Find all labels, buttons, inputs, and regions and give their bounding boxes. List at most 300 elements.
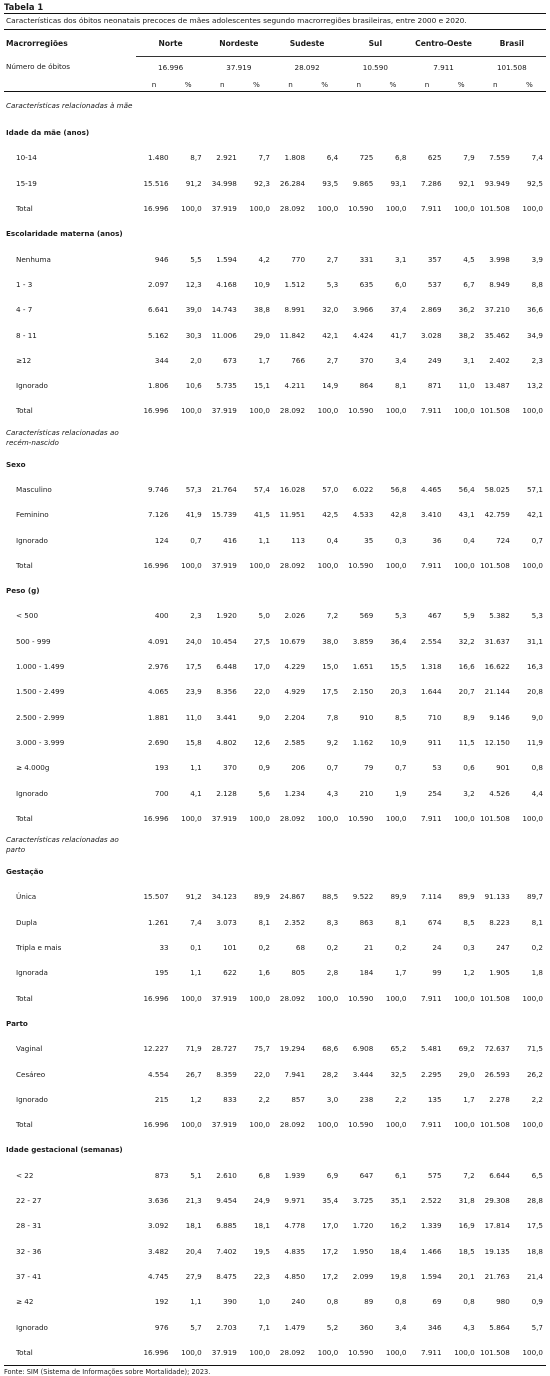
empty-cell: [240, 452, 273, 477]
percent-cell: 35,4: [322, 1196, 339, 1206]
row-label: 500 - 999: [16, 636, 51, 646]
table-row: [4, 780, 546, 805]
count-cell: 673: [223, 355, 237, 365]
empty-cell: [205, 1137, 240, 1162]
deaths-label: Número de óbitos: [6, 62, 71, 72]
group-title: Idade gestacional (semanas): [6, 1145, 123, 1155]
group-title: Parto: [6, 1018, 28, 1028]
percent-cell: 100,0: [249, 560, 270, 570]
table-row: [4, 629, 546, 654]
section-title: Características relacionadas à mãe: [6, 101, 133, 110]
percent-cell: 89,9: [253, 892, 270, 902]
count-cell: 69: [432, 1297, 442, 1307]
count-cell: 1.806: [148, 381, 169, 391]
count-cell: 635: [359, 279, 374, 289]
empty-cell: [513, 120, 546, 145]
count-cell: 416: [223, 535, 237, 545]
row-label: 8 - 11: [16, 330, 37, 340]
percent-cell: 42,1: [322, 330, 339, 340]
count-cell: 9.865: [352, 178, 374, 188]
count-cell: 11.951: [279, 510, 306, 520]
count-cell: 357: [427, 254, 442, 264]
percent-cell: 20,8: [526, 687, 543, 697]
empty-cell: [341, 424, 376, 452]
empty-cell: [172, 92, 205, 121]
row-label: 1.500 - 2.499: [16, 687, 65, 697]
empty-cell: [445, 452, 478, 477]
count-cell: 2.610: [216, 1170, 237, 1180]
count-cell: 34.123: [211, 892, 237, 902]
percent-cell: 22,0: [253, 1069, 270, 1079]
empty-cell: [513, 859, 546, 884]
count-cell: 28.092: [279, 813, 306, 823]
table-row: [4, 603, 546, 628]
total-row: [4, 398, 546, 423]
percent-cell: 18,1: [185, 1221, 202, 1231]
count-cell: 2.026: [284, 611, 306, 621]
percent-cell: 24,9: [253, 1196, 270, 1206]
percent-cell: 18,5: [458, 1246, 475, 1256]
percent-cell: 3,1: [395, 254, 407, 264]
count-cell: 3.073: [216, 917, 237, 927]
percent-cell: 3,0: [326, 1094, 339, 1104]
count-cell: 833: [223, 1094, 237, 1104]
count-cell: 26.593: [484, 1069, 510, 1079]
row-label: Ignorado: [16, 788, 48, 798]
header-region: Brasil: [499, 38, 525, 48]
percent-cell: 89,7: [526, 892, 543, 902]
count-cell: 6.885: [216, 1221, 237, 1231]
count-cell: 873: [154, 1170, 169, 1180]
count-cell: 3.636: [148, 1196, 169, 1206]
percent-cell: 5,3: [531, 611, 543, 621]
empty-cell: [205, 578, 240, 603]
row-label: 4 - 7: [16, 305, 33, 315]
empty-cell: [445, 578, 478, 603]
percent-cell: 93,5: [322, 178, 339, 188]
count-cell: 7.911: [421, 406, 442, 416]
count-cell: 13.487: [484, 381, 510, 391]
percent-cell: 100,0: [454, 204, 475, 214]
empty-cell: [513, 578, 546, 603]
count-cell: 700: [154, 788, 169, 798]
percent-cell: 5,6: [258, 788, 270, 798]
count-cell: 93.949: [484, 178, 510, 188]
percent-cell: 38,8: [253, 305, 270, 315]
percent-cell: 43,1: [458, 510, 475, 520]
unit-n: n: [478, 77, 513, 92]
count-cell: 2.352: [284, 917, 306, 927]
document: [4, 0, 546, 1376]
count-cell: 21.764: [211, 485, 237, 494]
count-cell: 26.284: [279, 178, 306, 188]
group-row: [4, 221, 546, 246]
count-cell: 6.641: [148, 305, 169, 315]
count-cell: 2.402: [489, 355, 510, 365]
table-row: [4, 755, 546, 780]
count-cell: 370: [223, 763, 237, 773]
empty-cell: [376, 221, 409, 246]
table-row: [4, 1264, 546, 1289]
percent-cell: 6,9: [326, 1170, 339, 1180]
empty-cell: [205, 424, 240, 452]
empty-cell: [136, 221, 171, 246]
row-label: Masculino: [16, 485, 52, 494]
empty-cell: [172, 120, 205, 145]
percent-cell: 8,5: [463, 917, 475, 927]
total-row: [4, 1340, 546, 1366]
percent-cell: 92,1: [458, 178, 475, 188]
count-cell: 2.921: [216, 153, 237, 163]
empty-cell: [308, 1137, 341, 1162]
percent-cell: 37,4: [390, 305, 407, 315]
group-row: [4, 452, 546, 477]
header-region: Nordeste: [219, 38, 259, 48]
count-cell: 9.746: [148, 485, 169, 494]
empty-cell: [136, 859, 171, 884]
header-first-col: Macrorregiões: [6, 38, 68, 48]
count-cell: 1.162: [352, 737, 374, 747]
count-cell: 195: [154, 968, 169, 978]
empty-cell: [273, 120, 308, 145]
unit-n: n: [341, 77, 376, 92]
empty-cell: [172, 859, 205, 884]
percent-cell: 100,0: [172, 1340, 205, 1366]
empty-cell: [376, 831, 409, 859]
percent-cell: 100,0: [317, 406, 339, 416]
count-cell: 28.092: [279, 560, 306, 570]
empty-cell: [205, 120, 240, 145]
count-cell: 1.651: [352, 662, 374, 672]
percent-cell: 8,5: [395, 712, 407, 722]
count-cell: 37.919: [211, 204, 237, 214]
percent-cell: 20,4: [185, 1246, 202, 1256]
empty-cell: [273, 831, 308, 859]
empty-cell: [240, 120, 273, 145]
percent-cell: 0,8: [395, 1297, 407, 1307]
empty-cell: [513, 424, 546, 452]
count-cell: 135: [427, 1094, 442, 1104]
count-cell: 2.554: [421, 636, 442, 646]
group-row: [4, 578, 546, 603]
empty-cell: [409, 1137, 444, 1162]
row-label: Total: [16, 406, 33, 416]
table-row: [4, 1188, 546, 1213]
empty-cell: [136, 424, 171, 452]
row-label: Total: [4, 1340, 136, 1366]
empty-cell: [240, 1011, 273, 1036]
deaths-count: 28.092: [273, 57, 341, 78]
count-cell: 21: [364, 943, 374, 953]
count-cell: 5.382: [489, 611, 510, 621]
empty-cell: [136, 578, 171, 603]
count-cell: 569: [359, 611, 374, 621]
count-cell: 625: [427, 153, 442, 163]
count-cell: 4.745: [148, 1271, 169, 1281]
empty-cell: [409, 859, 444, 884]
count-cell: 28.727: [211, 1044, 237, 1054]
count-cell: 210: [359, 788, 374, 798]
count-cell: 3.444: [352, 1069, 374, 1079]
empty-cell: [445, 221, 478, 246]
unit-percent: %: [240, 77, 273, 92]
empty-cell: [478, 120, 513, 145]
count-cell: 17.814: [484, 1221, 510, 1231]
percent-cell: 42,5: [322, 510, 339, 520]
percent-cell: 0,2: [326, 943, 339, 953]
percent-cell: 56,4: [458, 485, 475, 494]
empty-cell: [445, 831, 478, 859]
count-cell: 6.448: [216, 662, 237, 672]
count-cell: 1.479: [284, 1322, 306, 1332]
count-cell: 805: [291, 968, 306, 978]
percent-cell: 0,1: [190, 943, 202, 953]
percent-cell: 14,9: [322, 381, 339, 391]
count-cell: 4.465: [421, 485, 442, 494]
count-cell: 4.424: [352, 330, 374, 340]
percent-cell: 100,0: [522, 560, 543, 570]
data-table: [4, 30, 546, 1366]
table-row: [4, 705, 546, 730]
deaths-count: 101.508: [478, 57, 546, 78]
empty-cell: [513, 1137, 546, 1162]
percent-cell: 1,1: [190, 968, 202, 978]
percent-cell: 56,8: [390, 485, 407, 494]
group-title: Sexo: [6, 459, 26, 469]
row-label: Total: [16, 1120, 33, 1130]
unit-percent: %: [308, 77, 341, 92]
count-cell: 37.919: [211, 993, 237, 1003]
percent-cell: 17,5: [322, 687, 339, 697]
count-cell: 346: [427, 1322, 442, 1332]
percent-cell: 20,1: [458, 1271, 475, 1281]
count-cell: 622: [223, 968, 237, 978]
count-cell: 370: [359, 355, 374, 365]
percent-cell: 17,2: [322, 1271, 339, 1281]
count-cell: 4.929: [284, 687, 306, 697]
section-row: [4, 424, 546, 452]
count-cell: 4.229: [284, 662, 306, 672]
count-cell: 857: [291, 1094, 306, 1104]
percent-cell: 0,2: [531, 943, 543, 953]
count-cell: 91.133: [484, 892, 510, 902]
count-cell: 16.996: [143, 204, 169, 214]
count-cell: 10.590: [348, 406, 374, 416]
count-cell: 537: [427, 279, 442, 289]
percent-cell: 36,2: [458, 305, 475, 315]
row-label: Total: [16, 813, 33, 823]
percent-cell: 0,3: [395, 535, 407, 545]
percent-cell: 100,0: [454, 813, 475, 823]
percent-cell: 57,3: [185, 485, 202, 494]
empty-cell: [240, 578, 273, 603]
percent-cell: 100,0: [181, 560, 202, 570]
percent-cell: 1,9: [395, 788, 407, 798]
percent-cell: 1,8: [531, 968, 543, 978]
table-row: [4, 654, 546, 679]
count-cell: 647: [359, 1170, 374, 1180]
empty-cell: [376, 859, 409, 884]
count-cell: 8.356: [216, 687, 237, 697]
percent-cell: 41,5: [253, 510, 270, 520]
percent-cell: 0,2: [258, 943, 270, 953]
percent-cell: 5,2: [326, 1322, 339, 1332]
percent-cell: 100,0: [445, 1340, 478, 1366]
percent-cell: 16,9: [458, 1221, 475, 1231]
empty-cell: [513, 92, 546, 121]
percent-cell: 93,1: [390, 178, 407, 188]
table-row: [4, 272, 546, 297]
row-label: 1 - 3: [16, 279, 33, 289]
empty-cell: [308, 92, 341, 121]
percent-cell: 9,0: [531, 712, 543, 722]
count-cell: 4.850: [284, 1271, 306, 1281]
count-cell: 53: [432, 763, 442, 773]
empty-cell: [341, 221, 376, 246]
empty-cell: [308, 424, 341, 452]
empty-cell: [205, 221, 240, 246]
empty-cell: [341, 120, 376, 145]
empty-cell: [409, 452, 444, 477]
count-cell: 2.690: [148, 737, 169, 747]
percent-cell: 4,4: [531, 788, 543, 798]
table-row: [4, 477, 546, 502]
percent-cell: 100,0: [454, 993, 475, 1003]
percent-cell: 7,2: [326, 611, 339, 621]
count-cell: 8.949: [489, 279, 510, 289]
percent-cell: 57,4: [253, 485, 270, 494]
percent-cell: 2,3: [531, 355, 543, 365]
deaths-count: 37.919: [205, 57, 273, 78]
percent-cell: 1,7: [395, 968, 407, 978]
percent-cell: 100,0: [454, 1120, 475, 1130]
percent-cell: 17,0: [322, 1221, 339, 1231]
percent-cell: 6,8: [258, 1170, 270, 1180]
empty-cell: [409, 92, 444, 121]
section-title: Características relacionadas ao recém-nascido: [6, 427, 119, 447]
empty-cell: [513, 1011, 546, 1036]
percent-cell: 100,0: [454, 560, 475, 570]
row-label: Ignorado: [16, 1322, 48, 1332]
count-cell: 101.508: [480, 406, 510, 416]
count-cell: 8.475: [216, 1271, 237, 1281]
count-cell: 3.998: [489, 254, 510, 264]
percent-cell: 3,2: [463, 788, 475, 798]
percent-cell: 5,5: [190, 254, 202, 264]
percent-cell: 89,9: [458, 892, 475, 902]
percent-cell: 68,6: [322, 1044, 339, 1054]
percent-cell: 32,0: [322, 305, 339, 315]
count-cell: 16.622: [484, 662, 510, 672]
count-cell: 28.092: [279, 406, 306, 416]
count-cell: 16.996: [143, 993, 169, 1003]
percent-cell: 100,0: [385, 406, 407, 416]
percent-cell: 5,1: [190, 1170, 202, 1180]
empty-cell: [205, 831, 240, 859]
row-label: 28 - 31: [16, 1221, 42, 1231]
count-cell: 4.554: [148, 1069, 169, 1079]
percent-cell: 29,0: [253, 330, 270, 340]
count-cell: 42.759: [484, 510, 510, 520]
count-cell: 5.162: [148, 330, 169, 340]
count-cell: 1.318: [421, 662, 442, 672]
percent-cell: 27,5: [253, 636, 270, 646]
row-label: 1.000 - 1.499: [16, 662, 65, 672]
percent-cell: 5,9: [463, 611, 475, 621]
percent-cell: 11,9: [526, 737, 543, 747]
count-cell: 2.295: [421, 1069, 442, 1079]
percent-cell: 0,8: [463, 1297, 475, 1307]
empty-cell: [445, 92, 478, 121]
empty-cell: [376, 1011, 409, 1036]
count-cell: 5.481: [421, 1044, 442, 1054]
empty-cell: [478, 859, 513, 884]
percent-cell: 29,0: [458, 1069, 475, 1079]
empty-cell: [308, 831, 341, 859]
percent-cell: 8,1: [395, 917, 407, 927]
count-cell: 28.092: [279, 993, 306, 1003]
percent-cell: 100,0: [385, 204, 407, 214]
empty-cell: [376, 424, 409, 452]
count-cell: 6.022: [352, 485, 374, 494]
count-cell: 8.223: [489, 917, 510, 927]
row-label: Tripla e mais: [16, 943, 62, 953]
count-cell: 7.911: [421, 813, 442, 823]
group-row: [4, 1137, 546, 1162]
percent-cell: 30,3: [185, 330, 202, 340]
table-row: [4, 502, 546, 527]
count-cell: 101.508: [480, 560, 510, 570]
count-cell: 10.454: [211, 636, 237, 646]
table-row: [4, 935, 546, 960]
percent-cell: 71,5: [526, 1044, 543, 1054]
percent-cell: 36,6: [526, 305, 543, 315]
count-cell: 37.919: [211, 560, 237, 570]
table-row: [4, 1036, 546, 1061]
row-label: Total: [16, 204, 33, 214]
empty-cell: [341, 1011, 376, 1036]
count-cell: 36: [432, 535, 442, 545]
percent-cell: 21,3: [185, 1196, 202, 1206]
percent-cell: 32,2: [458, 636, 475, 646]
count-cell: 7.911: [421, 993, 442, 1003]
count-cell: 79: [364, 763, 374, 773]
count-cell: 1.261: [148, 917, 169, 927]
row-label: ≥ 4.000g: [16, 763, 50, 773]
count-cell: 12.150: [484, 737, 510, 747]
count-cell: 7.941: [284, 1069, 306, 1079]
count-cell: 193: [154, 763, 169, 773]
empty-cell: [478, 221, 513, 246]
total-row: [4, 1112, 546, 1137]
percent-cell: 1,7: [463, 1094, 475, 1104]
empty-cell: [240, 424, 273, 452]
empty-cell: [376, 578, 409, 603]
header-region: Sudeste: [289, 38, 325, 48]
empty-cell: [136, 452, 171, 477]
percent-cell: 4,2: [258, 254, 270, 264]
count-cell: 1.939: [284, 1170, 306, 1180]
empty-cell: [376, 92, 409, 121]
count-cell: 2.522: [421, 1196, 442, 1206]
percent-cell: 5,7: [190, 1322, 202, 1332]
count-cell: 766: [291, 355, 306, 365]
count-cell: 7.559: [489, 153, 510, 163]
count-cell: 9.146: [489, 712, 510, 722]
count-cell: 390: [223, 1297, 237, 1307]
unit-percent: %: [172, 77, 205, 92]
percent-cell: 20,3: [390, 687, 407, 697]
